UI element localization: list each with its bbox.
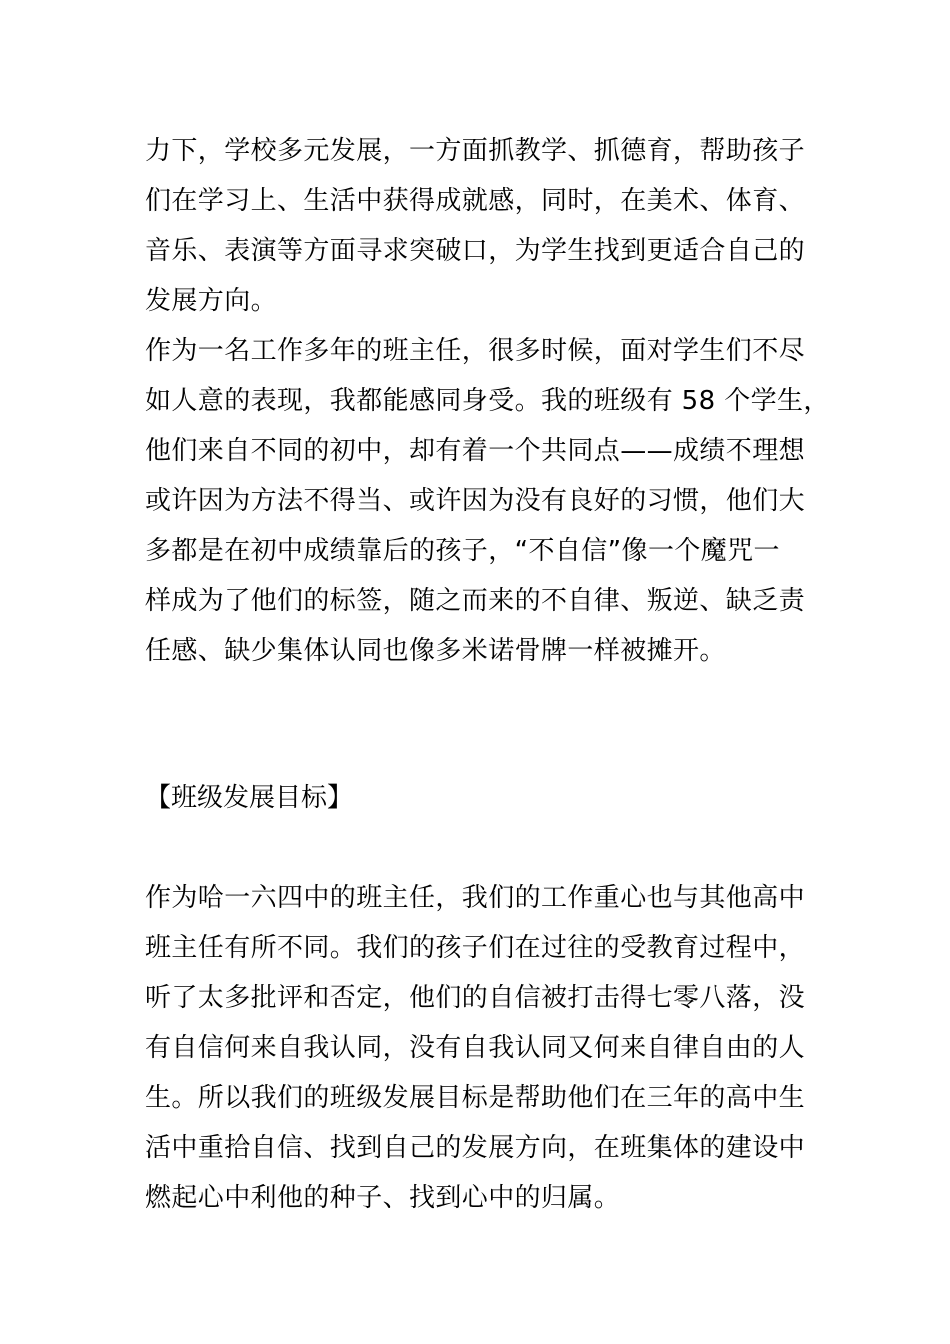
paragraph-2-line-7: 任感、缺少集体认同也像多米诺骨牌一样被摊开。 (145, 636, 726, 666)
section-heading: 【班级发展目标】 (145, 783, 354, 813)
paragraph-3-line-3: 听了太多批评和否定，他们的自信被打击得七零八落，没 (145, 983, 806, 1013)
paragraph-2-line-2: 如人意的表现，我都能感同身受。我的班级有 58 个学生， (145, 386, 830, 416)
paragraph-1-line-3: 音乐、表演等方面寻求突破口，为学生找到更适合自己的 (145, 236, 806, 266)
paragraph-2-line-4: 或许因为方法不得当、或许因为没有良好的习惯，他们大 (145, 486, 806, 516)
paragraph-3-line-6: 活中重拾自信、找到自己的发展方向，在班集体的建设中 (145, 1133, 806, 1163)
paragraph-3-line-7: 燃起心中利他的种子、找到心中的归属。 (145, 1183, 621, 1213)
paragraph-1-line-4: 发展方向。 (145, 286, 278, 316)
paragraph-1-line-2: 们在学习上、生活中获得成就感，同时，在美术、体育、 (145, 186, 806, 216)
paragraph-2-line-6: 样成为了他们的标签，随之而来的不自律、叛逆、缺乏责 (145, 586, 806, 616)
paragraph-3-line-1: 作为哈一六四中的班主任，我们的工作重心也与其他高中 (145, 883, 806, 913)
paragraph-3-line-4: 有自信何来自我认同，没有自我认同又何来自律自由的人 (145, 1033, 806, 1063)
paragraph-1-line-1: 力下，学校多元发展，一方面抓教学、抓德育，帮助孩子 (145, 136, 806, 166)
paragraph-3-line-2: 班主任有所不同。我们的孩子们在过往的受教育过程中， (145, 933, 806, 963)
paragraph-3-line-5: 生。所以我们的班级发展目标是帮助他们在三年的高中生 (145, 1083, 806, 1113)
paragraph-2-line-5: 多都是在初中成绩靠后的孩子，“不自信”像一个魔咒一 (145, 536, 780, 566)
paragraph-2-line-1: 作为一名工作多年的班主任，很多时候，面对学生们不尽 (145, 336, 806, 366)
paragraph-2-line-3: 他们来自不同的初中，却有着一个共同点——成绩不理想 (145, 436, 806, 466)
